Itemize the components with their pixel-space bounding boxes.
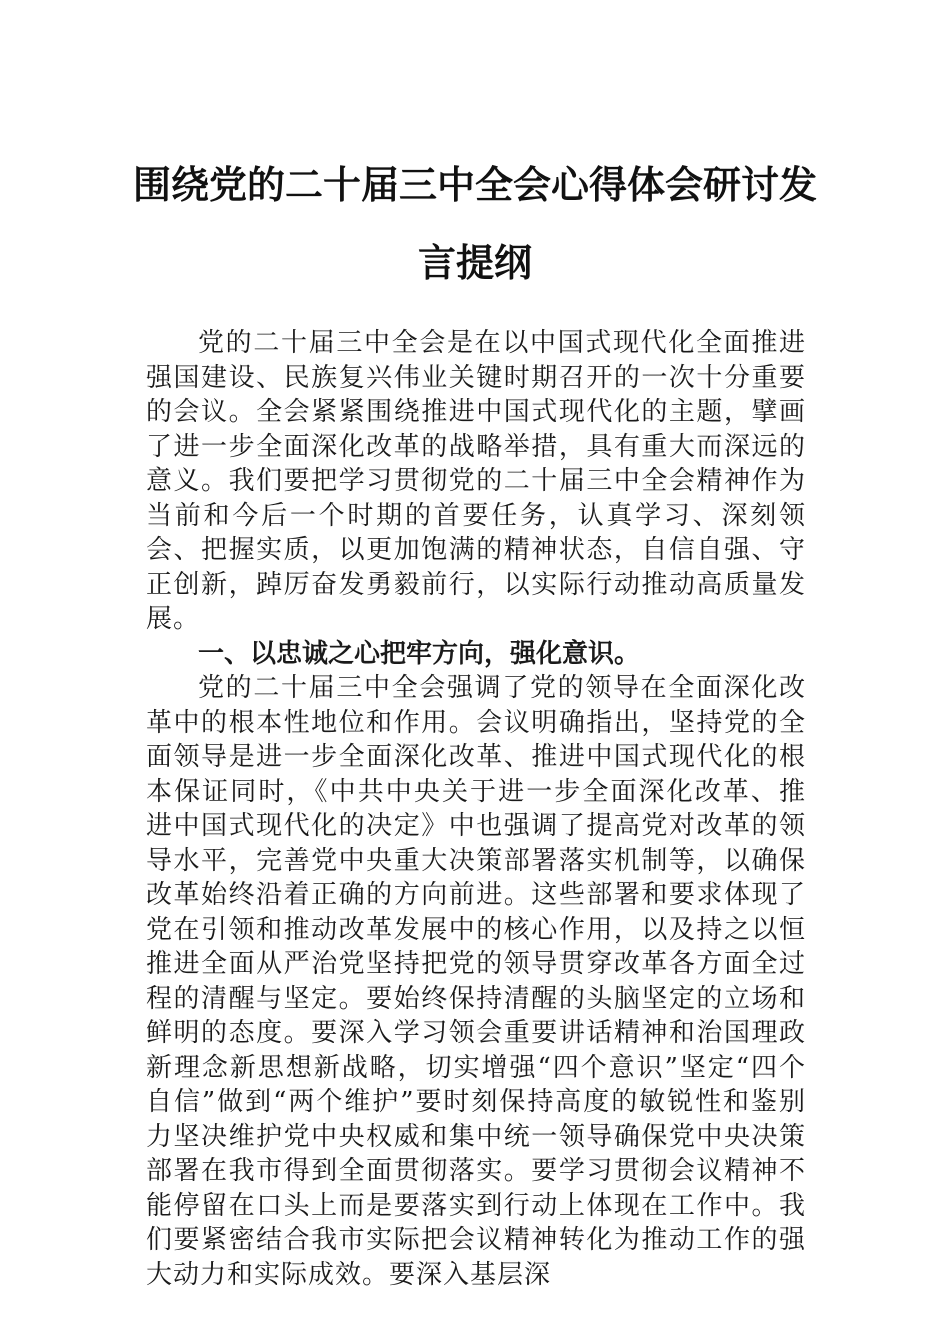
document-title: 围绕党的二十届三中全会心得体会研讨发言提纲 — [132, 162, 817, 285]
paragraph-intro: 党的二十届三中全会是在以中国式现代化全面推进强国建设、民族复兴伟业关键时期召开的一次十分重要的会议。全会紧紧围绕推进中国式现代化的主题，擘画了进一步全面深化改革的战略举措，具有重大而深远的意义。我们要把学习贯彻党的二十届三中全会精神作为当前和今后一个时期的首要任务，认真学习、深刻领会、把握实质，以更加饱满的精神状态，自信自强、守正创新，踔厉奋发勇毅前行，以实际行动推动高质量发展。 — [146, 328, 806, 634]
paragraph-section-1: 党的二十届三中全会强调了党的领导在全面深化改革中的根本性地位和作用。会议明确指出，坚持党的全面领导是进一步全面深化改革、推进中国式现代化的根本保证同时，《中共中央关于进一步全面深化改革、推进中国式现代化的决定》中也强调了提高党对改革的领导水平，完善党中央重大决策部署落实机制等，以确保改革始终沿着正确的方向前进。这些部署和要求体现了党在引领和推动改革发展中的核心作用，以及持之以恒推进全面从严治党坚持把党的领导贯穿改革各方面全过程的清醒与坚定。要始终保持清醒的头脑坚定的立场和鲜明的态度。要深入学习领会重要讲话精神和治国理政新理念新思想新战略，切实增强“四个意识”坚定“四个自信”做到“两个维护”要时刻保持高度的敏锐性和鉴别力坚决维护党中央权威和集中统一领导确保党中央决策部署在我市得到全面贯彻落实。要学习贯彻会议精神不能停留在口头上而是要落实到行动上体现在工作中。我们要紧密结合我市实际把会议精神转化为推动工作的强大动力和实际成效。要深入基层深 — [146, 673, 806, 1290]
section-heading-1: 一、以忠诚之心把牢方向，强化意识。 — [198, 638, 641, 669]
document-body — [146, 326, 806, 1292]
